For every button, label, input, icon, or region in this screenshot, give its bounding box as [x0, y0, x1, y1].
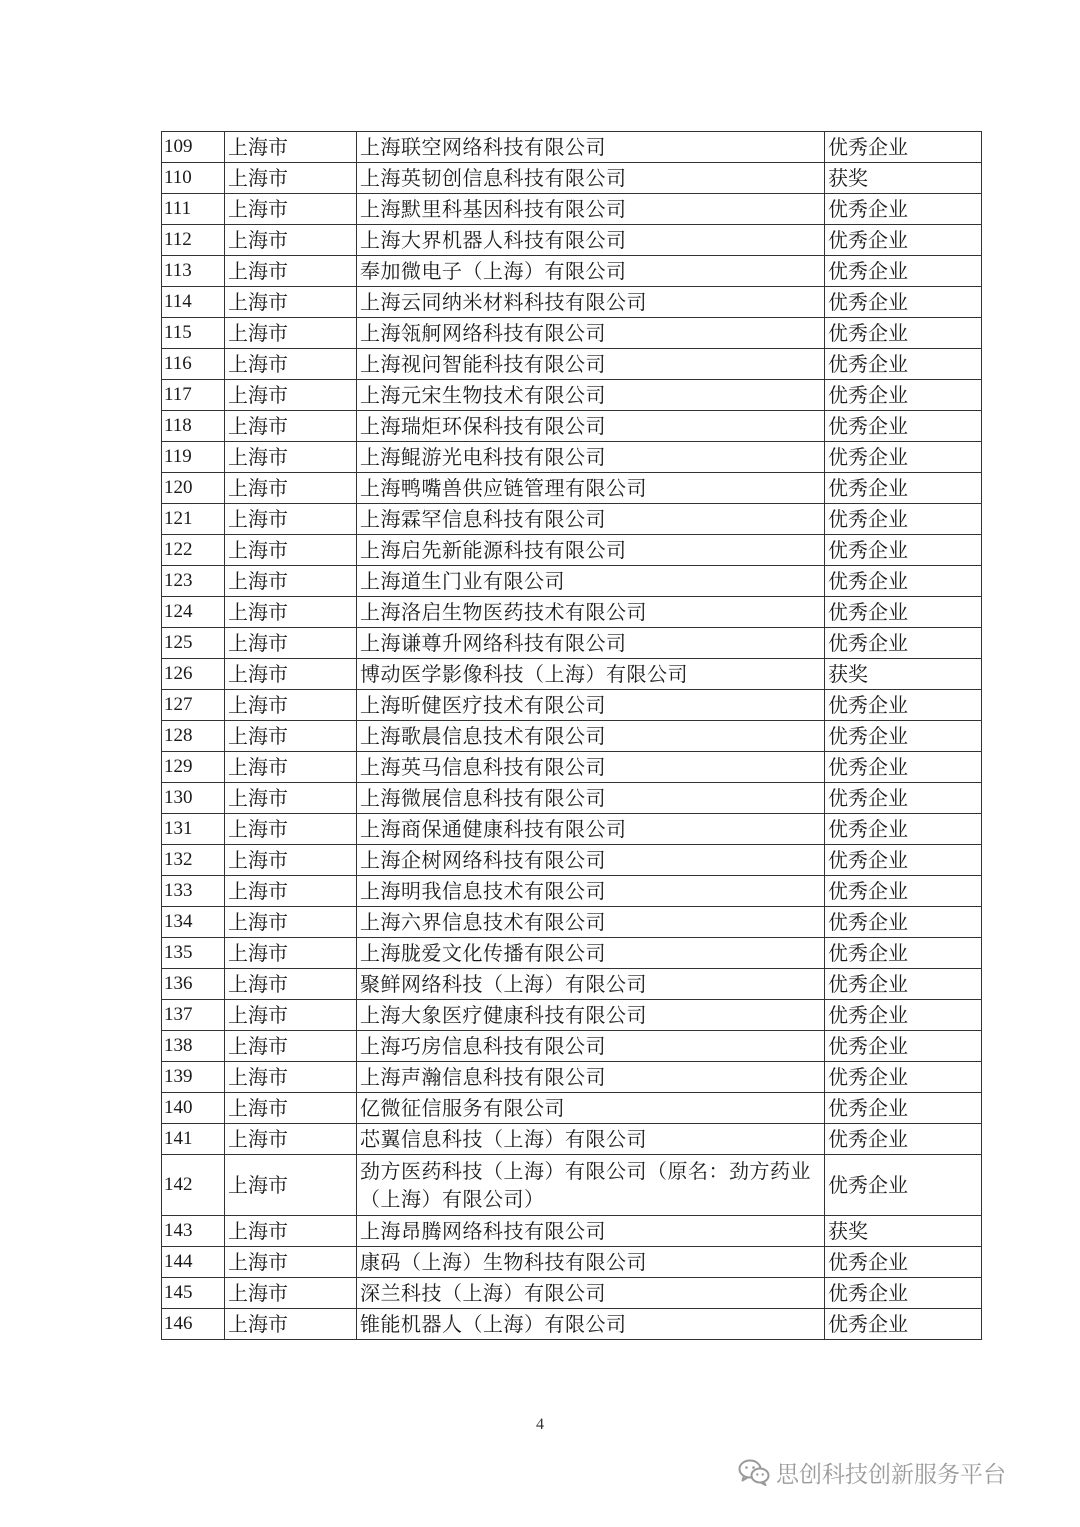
cell-city: 上海市 — [225, 597, 357, 628]
table-row — [162, 814, 982, 845]
table-row — [162, 1309, 982, 1340]
cell-city: 上海市 — [225, 504, 357, 535]
cell-award: 优秀企业 — [825, 752, 982, 783]
table-row — [162, 194, 982, 225]
cell-company-name: 上海启先新能源科技有限公司 — [357, 535, 825, 566]
cell-number: 120 — [162, 473, 225, 504]
cell-number: 116 — [162, 349, 225, 380]
cell-award: 优秀企业 — [825, 566, 982, 597]
cell-number: 140 — [162, 1093, 225, 1124]
table-row — [162, 659, 982, 690]
cell-number: 144 — [162, 1247, 225, 1278]
table-body — [162, 132, 982, 1340]
cell-city: 上海市 — [225, 1000, 357, 1031]
table-row — [162, 504, 982, 535]
cell-company-name: 上海大界机器人科技有限公司 — [357, 225, 825, 256]
cell-city: 上海市 — [225, 349, 357, 380]
cell-award: 优秀企业 — [825, 1309, 982, 1340]
cell-award: 优秀企业 — [825, 721, 982, 752]
cell-company-name: 上海微展信息科技有限公司 — [357, 783, 825, 814]
cell-city: 上海市 — [225, 163, 357, 194]
cell-number: 115 — [162, 318, 225, 349]
cell-city: 上海市 — [225, 1155, 357, 1216]
cell-award: 优秀企业 — [825, 845, 982, 876]
cell-award: 优秀企业 — [825, 442, 982, 473]
cell-city: 上海市 — [225, 318, 357, 349]
cell-city: 上海市 — [225, 907, 357, 938]
cell-city: 上海市 — [225, 1062, 357, 1093]
cell-number: 109 — [162, 132, 225, 163]
table-row — [162, 287, 982, 318]
cell-city: 上海市 — [225, 1278, 357, 1309]
cell-number: 142 — [162, 1155, 225, 1216]
cell-award: 优秀企业 — [825, 132, 982, 163]
cell-award: 优秀企业 — [825, 1093, 982, 1124]
cell-city: 上海市 — [225, 194, 357, 225]
cell-company-name: 上海鸭嘴兽供应链管理有限公司 — [357, 473, 825, 504]
cell-city: 上海市 — [225, 690, 357, 721]
cell-number: 111 — [162, 194, 225, 225]
cell-award: 优秀企业 — [825, 1062, 982, 1093]
cell-number: 128 — [162, 721, 225, 752]
cell-company-name: 锥能机器人（上海）有限公司 — [357, 1309, 825, 1340]
table-row — [162, 225, 982, 256]
table-row — [162, 132, 982, 163]
cell-city: 上海市 — [225, 566, 357, 597]
table-row — [162, 876, 982, 907]
cell-number: 145 — [162, 1278, 225, 1309]
cell-award: 获奖 — [825, 163, 982, 194]
cell-award: 优秀企业 — [825, 783, 982, 814]
cell-award: 优秀企业 — [825, 411, 982, 442]
cell-city: 上海市 — [225, 938, 357, 969]
cell-number: 127 — [162, 690, 225, 721]
table-row — [162, 938, 982, 969]
cell-award: 获奖 — [825, 659, 982, 690]
cell-city: 上海市 — [225, 845, 357, 876]
cell-city: 上海市 — [225, 628, 357, 659]
cell-city: 上海市 — [225, 752, 357, 783]
cell-number: 132 — [162, 845, 225, 876]
cell-city: 上海市 — [225, 814, 357, 845]
cell-company-name: 上海瑞炬环保科技有限公司 — [357, 411, 825, 442]
cell-company-name: 聚鲜网络科技（上海）有限公司 — [357, 969, 825, 1000]
cell-number: 122 — [162, 535, 225, 566]
cell-company-name: 上海道生门业有限公司 — [357, 566, 825, 597]
cell-award: 优秀企业 — [825, 535, 982, 566]
cell-company-name: 上海洛启生物医药技术有限公司 — [357, 597, 825, 628]
cell-city: 上海市 — [225, 442, 357, 473]
cell-award: 优秀企业 — [825, 1124, 982, 1155]
cell-award: 优秀企业 — [825, 628, 982, 659]
cell-number: 134 — [162, 907, 225, 938]
cell-company-name: 上海歌晨信息技术有限公司 — [357, 721, 825, 752]
cell-company-name: 上海昂腾网络科技有限公司 — [357, 1216, 825, 1247]
cell-number: 136 — [162, 969, 225, 1000]
cell-award: 优秀企业 — [825, 349, 982, 380]
cell-number: 143 — [162, 1216, 225, 1247]
cell-company-name: 上海云同纳米材料科技有限公司 — [357, 287, 825, 318]
page-number: 4 — [536, 1416, 544, 1433]
table-row — [162, 318, 982, 349]
cell-award: 优秀企业 — [825, 256, 982, 287]
cell-award: 优秀企业 — [825, 504, 982, 535]
cell-company-name: 上海默里科基因科技有限公司 — [357, 194, 825, 225]
table-row — [162, 783, 982, 814]
cell-number: 137 — [162, 1000, 225, 1031]
table-row — [162, 566, 982, 597]
cell-award: 优秀企业 — [825, 969, 982, 1000]
cell-city: 上海市 — [225, 969, 357, 1000]
table-row — [162, 1000, 982, 1031]
cell-award: 优秀企业 — [825, 1000, 982, 1031]
cell-company-name: 上海声瀚信息科技有限公司 — [357, 1062, 825, 1093]
cell-number: 114 — [162, 287, 225, 318]
table-row — [162, 1093, 982, 1124]
cell-number: 110 — [162, 163, 225, 194]
cell-number: 121 — [162, 504, 225, 535]
table-row — [162, 1278, 982, 1309]
cell-number: 112 — [162, 225, 225, 256]
cell-company-name: 上海鲲游光电科技有限公司 — [357, 442, 825, 473]
table-row — [162, 1124, 982, 1155]
cell-city: 上海市 — [225, 1124, 357, 1155]
cell-award: 优秀企业 — [825, 876, 982, 907]
cell-award: 优秀企业 — [825, 194, 982, 225]
table-row — [162, 442, 982, 473]
cell-award: 优秀企业 — [825, 1278, 982, 1309]
cell-company-name: 上海胧爱文化传播有限公司 — [357, 938, 825, 969]
table-row — [162, 1247, 982, 1278]
table-row — [162, 380, 982, 411]
cell-award: 优秀企业 — [825, 814, 982, 845]
cell-company-name: 上海大象医疗健康科技有限公司 — [357, 1000, 825, 1031]
cell-number: 119 — [162, 442, 225, 473]
cell-company-name: 上海六界信息技术有限公司 — [357, 907, 825, 938]
cell-company-name: 亿微征信服务有限公司 — [357, 1093, 825, 1124]
cell-company-name: 上海巧房信息科技有限公司 — [357, 1031, 825, 1062]
cell-award: 优秀企业 — [825, 690, 982, 721]
cell-company-name: 上海谦尊升网络科技有限公司 — [357, 628, 825, 659]
cell-award: 优秀企业 — [825, 318, 982, 349]
table-row — [162, 969, 982, 1000]
cell-company-name: 奉加微电子（上海）有限公司 — [357, 256, 825, 287]
cell-company-name: 深兰科技（上海）有限公司 — [357, 1278, 825, 1309]
cell-company-name: 劲方医药科技（上海）有限公司（原名：劲方药业（上海）有限公司） — [357, 1155, 825, 1216]
cell-city: 上海市 — [225, 1247, 357, 1278]
table-row — [162, 597, 982, 628]
cell-city: 上海市 — [225, 1031, 357, 1062]
cell-company-name: 上海企树网络科技有限公司 — [357, 845, 825, 876]
table-row — [162, 1216, 982, 1247]
cell-number: 146 — [162, 1309, 225, 1340]
table-row — [162, 163, 982, 194]
cell-company-name: 上海瓴舸网络科技有限公司 — [357, 318, 825, 349]
table-row — [162, 628, 982, 659]
cell-number: 126 — [162, 659, 225, 690]
cell-company-name: 上海元宋生物技术有限公司 — [357, 380, 825, 411]
cell-city: 上海市 — [225, 256, 357, 287]
cell-award: 优秀企业 — [825, 380, 982, 411]
cell-number: 131 — [162, 814, 225, 845]
cell-city: 上海市 — [225, 473, 357, 504]
wechat-icon — [738, 1458, 770, 1486]
cell-company-name: 上海明我信息技术有限公司 — [357, 876, 825, 907]
cell-award: 优秀企业 — [825, 225, 982, 256]
cell-number: 117 — [162, 380, 225, 411]
cell-city: 上海市 — [225, 721, 357, 752]
cell-city: 上海市 — [225, 876, 357, 907]
wechat-watermark — [738, 1454, 1006, 1490]
cell-number: 123 — [162, 566, 225, 597]
cell-number: 124 — [162, 597, 225, 628]
table-row — [162, 752, 982, 783]
cell-city: 上海市 — [225, 783, 357, 814]
cell-award: 优秀企业 — [825, 597, 982, 628]
cell-city: 上海市 — [225, 287, 357, 318]
cell-award: 优秀企业 — [825, 473, 982, 504]
table-row — [162, 1031, 982, 1062]
cell-city: 上海市 — [225, 411, 357, 442]
table-row — [162, 907, 982, 938]
cell-award: 优秀企业 — [825, 1031, 982, 1062]
cell-award: 优秀企业 — [825, 938, 982, 969]
table-row — [162, 845, 982, 876]
cell-city: 上海市 — [225, 535, 357, 566]
cell-city: 上海市 — [225, 659, 357, 690]
cell-city: 上海市 — [225, 225, 357, 256]
table-row — [162, 721, 982, 752]
table-row — [162, 690, 982, 721]
cell-number: 135 — [162, 938, 225, 969]
cell-award: 优秀企业 — [825, 907, 982, 938]
cell-number: 118 — [162, 411, 225, 442]
table-row — [162, 1062, 982, 1093]
cell-company-name: 康码（上海）生物科技有限公司 — [357, 1247, 825, 1278]
cell-company-name: 芯翼信息科技（上海）有限公司 — [357, 1124, 825, 1155]
company-award-table — [161, 131, 982, 1340]
cell-number: 113 — [162, 256, 225, 287]
cell-company-name: 上海商保通健康科技有限公司 — [357, 814, 825, 845]
cell-number: 139 — [162, 1062, 225, 1093]
watermark-text: 思创科技创新服务平台 — [776, 1461, 1006, 1488]
cell-company-name: 上海英韧创信息科技有限公司 — [357, 163, 825, 194]
cell-city: 上海市 — [225, 1093, 357, 1124]
cell-city: 上海市 — [225, 380, 357, 411]
cell-award: 优秀企业 — [825, 1247, 982, 1278]
cell-company-name: 上海昕健医疗技术有限公司 — [357, 690, 825, 721]
cell-company-name: 上海霖罕信息科技有限公司 — [357, 504, 825, 535]
cell-company-name: 博动医学影像科技（上海）有限公司 — [357, 659, 825, 690]
table-row — [162, 411, 982, 442]
table-row — [162, 535, 982, 566]
cell-award: 优秀企业 — [825, 287, 982, 318]
cell-number: 130 — [162, 783, 225, 814]
cell-number: 133 — [162, 876, 225, 907]
cell-number: 129 — [162, 752, 225, 783]
table-row — [162, 1155, 982, 1216]
table-row — [162, 473, 982, 504]
cell-award: 获奖 — [825, 1216, 982, 1247]
table-row — [162, 349, 982, 380]
cell-city: 上海市 — [225, 1216, 357, 1247]
cell-company-name: 上海联空网络科技有限公司 — [357, 132, 825, 163]
table-row — [162, 256, 982, 287]
cell-number: 125 — [162, 628, 225, 659]
cell-number: 141 — [162, 1124, 225, 1155]
cell-city: 上海市 — [225, 1309, 357, 1340]
cell-city: 上海市 — [225, 132, 357, 163]
cell-company-name: 上海英马信息科技有限公司 — [357, 752, 825, 783]
cell-company-name: 上海视问智能科技有限公司 — [357, 349, 825, 380]
cell-award: 优秀企业 — [825, 1155, 982, 1216]
cell-number: 138 — [162, 1031, 225, 1062]
